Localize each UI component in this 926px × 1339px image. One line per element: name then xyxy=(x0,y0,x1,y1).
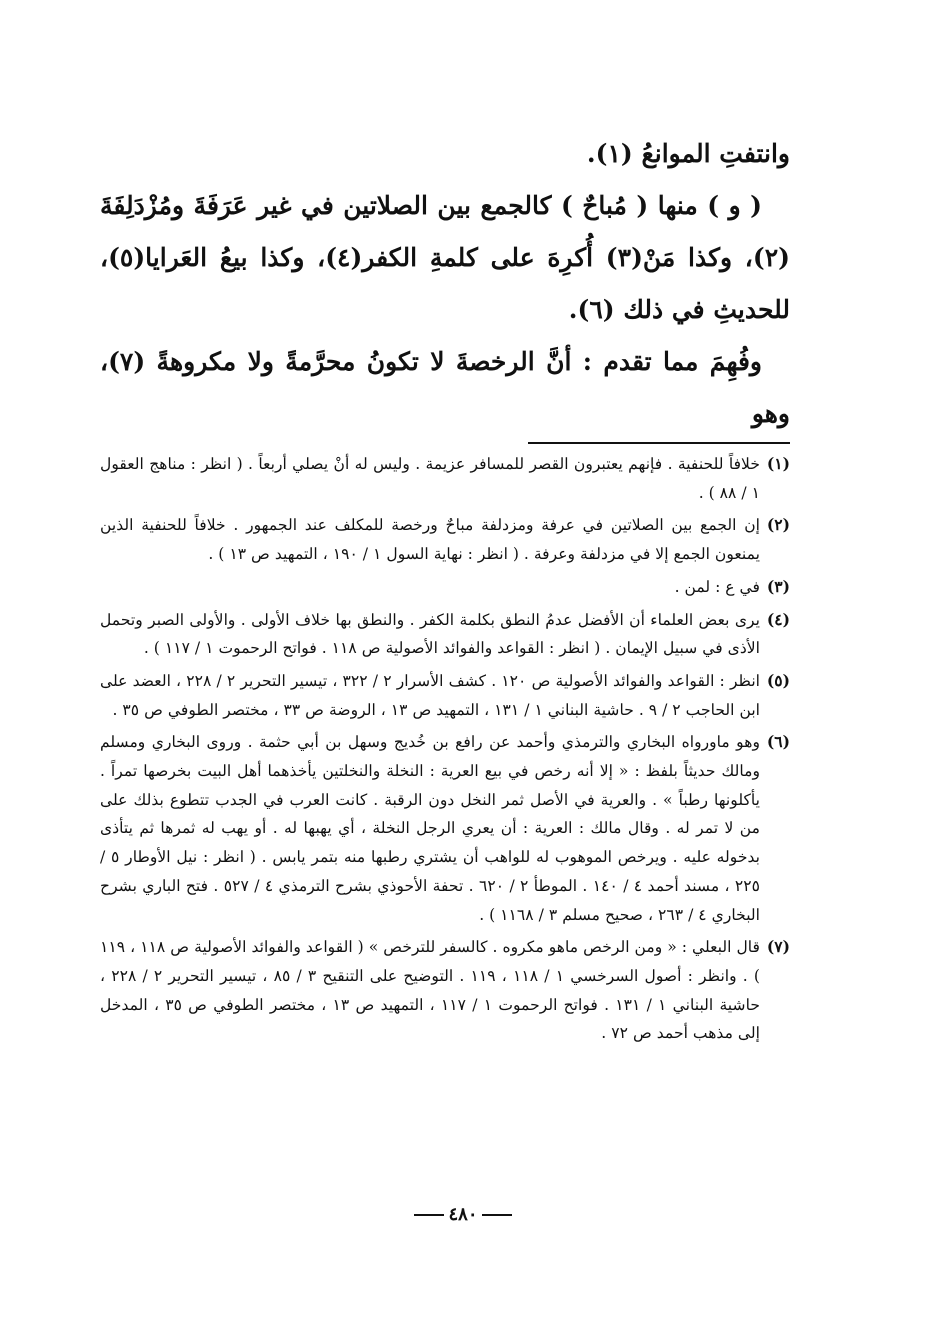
footnote-number: (٣) xyxy=(766,576,790,596)
footnote-number: (٦) xyxy=(766,732,790,752)
footnote xyxy=(100,511,790,568)
main-text xyxy=(100,128,790,440)
footnote-number: (٧) xyxy=(766,937,790,957)
footnote xyxy=(100,450,790,507)
footnote-divider xyxy=(528,442,790,444)
footnote-text: وهو ماورواه البخاري والترمذي وأحمد عن رافع بن خُديج وسهل بن أبي حثمة . وروى البخاري ومسلم ومالك حديثاً بلفظ : « إلا أنه رخص في بيع العرية : النخلة والنخلتين يأخذهما أهل البيت بخرصها تمراً . يأكلونها رطباً » . والعرية في الأصل ثمر النخل دون الرقبة . كانت العرب في الجدب تتطوع بذلك على من لا تمر له . وقال مالك : العرية : أن يعري الرجل النخلة ، أي يهبها له . أو يهب له ثمرها ثم يتأذى بدخوله عليه . ويرخص الموهوب له للواهب أن يشتري رطبها منه بتمر يابس . ( انظر : نيل الأوطار ٥ / ٢٢٥ ، مسند أحمد ٤ / ١٤٠ . الموطأ ٢ / ٦٢٠ . تحفة الأحوذي بشرح الترمذي ٤ / ٥٢٧ . فتح الباري بشرح البخاري ٤ / ٢٦٣ ، صحيح مسلم ٣ / ١١٦٨ ) . xyxy=(100,733,761,924)
footnote xyxy=(100,728,790,929)
dash-left xyxy=(482,1214,512,1216)
footnote-text: خلافاً للحنفية . فإنهم يعتبرون القصر للمسافر عزيمة . وليس له أنْ يصلي أربعاً . ( انظر : مناهج العقول ١ / ٨٨ ) . xyxy=(100,455,760,502)
main-paragraph: وانتفتِ الموانعُ (١). xyxy=(586,139,790,168)
footnote-text: قال البعلي : « ومن الرخص ماهو مكروه . كالسفر للترخص » ( القواعد والفوائد الأصولية ص ١١٨ ، ١١٩ ) . وانظر : أصول السرخسي ١ / ١١٨ ، ١١٩ . التوضيح على التنقيح ٣ / ٨٥ ، تيسير التحرير ٢ / ٢٢٨ ، حاشية البناني ١ / ١٣١ . فواتح الرحموت ١ / ١١٧ ، التمهيد ص ١٣ ، مختصر الطوفي ص ٣٥ ، المدخل إلى مذهب أحمد ص ٧٢ . xyxy=(100,938,761,1043)
footnote-text: في ع : لمن . xyxy=(674,577,760,596)
footnote xyxy=(100,667,790,724)
footnote-text: انظر : القواعد والفوائد الأصولية ص ١٢٠ . كشف الأسرار ٢ / ٣٢٢ ، تيسير التحرير ٢ / ٢٢٨ ، العضد على ابن الحاجب ٢ / ٩ . حاشية البناني ١ / ١٣١ ، التمهيد ص ١٣ ، الروضة ص ٣٣ ، مختصر الطوفي ص ٣٥ . xyxy=(100,671,761,719)
footnote-number: (٢) xyxy=(766,515,790,535)
main-paragraph: وفُهِمَ مما تقدم : أنَّ الرخصةَ لا تكونُ محرَّمةً ولا مكروهةً (٧)، وهو xyxy=(100,347,790,428)
footnote xyxy=(100,573,790,602)
book-page xyxy=(100,128,790,1052)
footnote xyxy=(100,606,790,663)
footnote xyxy=(100,933,790,1048)
footnote-number: (١) xyxy=(766,454,790,473)
footnote-text: إن الجمع بين الصلاتين في عرفة ومزدلفة مباحٌ ورخصة للمكلف عند الجمهور . خلافاً للحنفية الذين يمنعون الجمع إلا في مزدلفة وعرفة . ( انظر : نهاية السول ١ / ١٩٠ ، التمهيد ص ١٣ ) . xyxy=(100,516,760,564)
page-number xyxy=(0,1204,926,1225)
footnote-text: يرى بعض العلماء أن الأفضل عدمُ النطق بكلمة الكفر . والنطق بها خلاف الأولى . والأولى الصبر وتحمل الأذى في سبيل الإيمان . ( انظر : القواعد والفوائد الأصولية ص ١١٨ . فواتح الرحموت ١ / ١١٧ ) . xyxy=(100,610,760,658)
footnote-number: (٤) xyxy=(766,609,790,629)
footnote-number: (٥) xyxy=(766,670,790,690)
page-number-text: ٤٨٠ xyxy=(448,1204,478,1225)
main-paragraph: ( و ) منها ( مُباحٌ ) كالجمع بين الصلاتين في غير عَرَفَةَ ومُزْدَلِفَةَ (٢)، وكذا مَنْ(٣) أُكرِهَ على كلمةِ الكفر(٤)، وكذا بيعُ العَرايا(٥)، للحديثِ في ذلك (٦). xyxy=(100,191,790,324)
footnotes xyxy=(100,450,790,1048)
dash-right xyxy=(414,1214,444,1216)
